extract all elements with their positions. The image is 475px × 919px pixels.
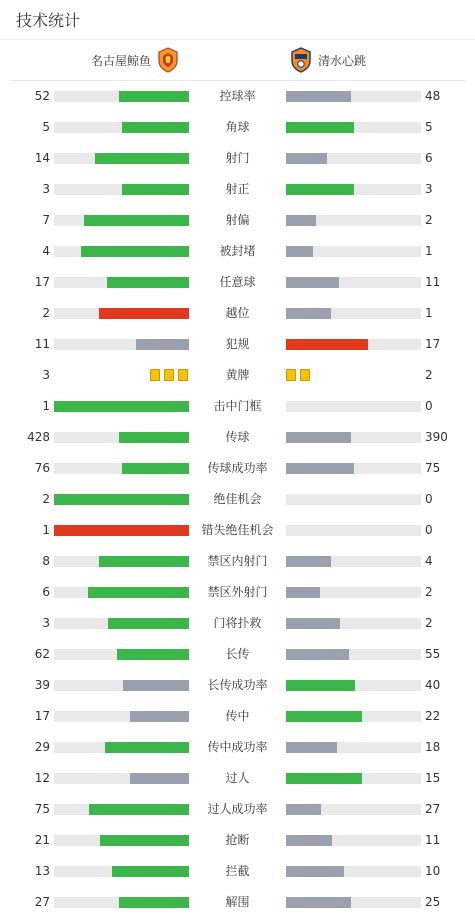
stat-row bbox=[0, 515, 475, 546]
home-yellow-cards bbox=[150, 369, 188, 382]
away-bar-track bbox=[286, 122, 421, 133]
home-value: 428 bbox=[27, 430, 50, 444]
away-bar-track bbox=[286, 742, 421, 753]
home-bar-fill bbox=[100, 835, 189, 846]
stat-label: 过人成功率 bbox=[207, 802, 268, 816]
home-bar-track bbox=[54, 122, 189, 133]
home-bar-fill bbox=[119, 897, 189, 908]
home-bar-track bbox=[54, 277, 189, 288]
home-bar-fill bbox=[54, 525, 189, 536]
page-title: 技术统计 bbox=[16, 11, 81, 30]
stat-row bbox=[0, 81, 475, 112]
stat-label: 黄牌 bbox=[225, 368, 250, 382]
yellow-card-icon bbox=[286, 369, 296, 381]
home-bar-fill bbox=[119, 91, 189, 102]
home-bar-track bbox=[54, 866, 189, 877]
home-bar-fill bbox=[108, 618, 189, 629]
stats-list bbox=[0, 81, 475, 918]
stat-row bbox=[0, 546, 475, 577]
home-bar-track bbox=[54, 494, 189, 505]
stat-row bbox=[0, 112, 475, 143]
home-value: 27 bbox=[34, 895, 50, 909]
stat-row bbox=[0, 701, 475, 732]
away-value: 2 bbox=[425, 585, 433, 599]
stat-row bbox=[0, 298, 475, 329]
stat-row bbox=[0, 143, 475, 174]
stat-label: 传球 bbox=[225, 430, 250, 444]
away-bar-track bbox=[286, 91, 421, 102]
away-bar-fill bbox=[286, 339, 368, 350]
stat-row bbox=[0, 608, 475, 639]
stat-row bbox=[0, 422, 475, 453]
home-value: 13 bbox=[34, 864, 50, 878]
home-bar-track bbox=[54, 618, 189, 629]
home-bar-fill bbox=[81, 246, 189, 257]
away-bar-fill bbox=[286, 246, 313, 257]
away-bar-fill bbox=[286, 804, 321, 815]
home-bar-fill bbox=[54, 401, 189, 412]
home-bar-track bbox=[54, 804, 189, 815]
home-bar-track bbox=[54, 742, 189, 753]
stat-row bbox=[0, 205, 475, 236]
away-value: 18 bbox=[425, 740, 441, 754]
home-bar-fill bbox=[119, 432, 189, 443]
home-team[interactable] bbox=[91, 40, 179, 80]
home-bar-fill bbox=[130, 711, 189, 722]
stat-row bbox=[0, 236, 475, 267]
stat-label: 过人 bbox=[225, 771, 250, 785]
yellow-card-icon bbox=[164, 369, 174, 381]
away-value: 2 bbox=[425, 213, 433, 227]
nagoya-crest-icon bbox=[157, 47, 179, 73]
stat-row bbox=[0, 577, 475, 608]
stat-label: 禁区内射门 bbox=[207, 554, 268, 568]
stat-row bbox=[0, 825, 475, 856]
away-bar-fill bbox=[286, 835, 332, 846]
stat-label: 击中门框 bbox=[213, 399, 262, 413]
away-bar-fill bbox=[286, 91, 351, 102]
home-value: 76 bbox=[34, 461, 50, 475]
away-value: 27 bbox=[425, 802, 441, 816]
away-bar-fill bbox=[286, 711, 362, 722]
away-value: 40 bbox=[425, 678, 441, 692]
away-bar-fill bbox=[286, 866, 344, 877]
home-value: 6 bbox=[42, 585, 50, 599]
home-value: 5 bbox=[42, 120, 50, 134]
away-bar-fill bbox=[286, 618, 340, 629]
home-bar-fill bbox=[99, 308, 189, 319]
home-value: 75 bbox=[34, 802, 50, 816]
away-bar-track bbox=[286, 339, 421, 350]
stat-row bbox=[0, 856, 475, 887]
away-bar-track bbox=[286, 556, 421, 567]
stat-label: 长传成功率 bbox=[207, 678, 268, 692]
home-value: 21 bbox=[34, 833, 50, 847]
away-value: 2 bbox=[425, 616, 433, 630]
yellow-card-icon bbox=[150, 369, 160, 381]
home-bar-track bbox=[54, 587, 189, 598]
stat-row bbox=[0, 639, 475, 670]
away-value: 6 bbox=[425, 151, 433, 165]
away-bar-track bbox=[286, 773, 421, 784]
home-bar-fill bbox=[105, 742, 189, 753]
away-value: 48 bbox=[425, 89, 441, 103]
away-bar-fill bbox=[286, 742, 337, 753]
away-bar-fill bbox=[286, 215, 316, 226]
yellow-card-icon bbox=[300, 369, 310, 381]
home-bar-fill bbox=[136, 339, 189, 350]
away-value: 75 bbox=[425, 461, 441, 475]
stat-label: 抢断 bbox=[225, 833, 250, 847]
home-bar-track bbox=[54, 649, 189, 660]
home-value: 2 bbox=[42, 306, 50, 320]
away-bar-track bbox=[286, 184, 421, 195]
away-bar-track bbox=[286, 804, 421, 815]
home-bar-track bbox=[54, 153, 189, 164]
home-value: 1 bbox=[42, 523, 50, 537]
away-bar-track bbox=[286, 308, 421, 319]
home-value: 4 bbox=[42, 244, 50, 258]
home-value: 3 bbox=[42, 616, 50, 630]
stat-label: 射正 bbox=[225, 182, 250, 196]
away-bar-fill bbox=[286, 897, 351, 908]
away-value: 0 bbox=[425, 523, 433, 537]
stat-label: 门将扑救 bbox=[213, 616, 262, 630]
home-value: 11 bbox=[34, 337, 50, 351]
away-value: 1 bbox=[425, 306, 433, 320]
away-bar-fill bbox=[286, 463, 354, 474]
away-team-name: 清水心跳 bbox=[318, 53, 367, 68]
away-value: 3 bbox=[425, 182, 433, 196]
stat-row bbox=[0, 794, 475, 825]
home-bar-fill bbox=[95, 153, 190, 164]
home-bar-fill bbox=[84, 215, 189, 226]
away-value: 4 bbox=[425, 554, 433, 568]
home-value: 62 bbox=[34, 647, 50, 661]
yellow-card-icon bbox=[178, 369, 188, 381]
stat-label: 射偏 bbox=[225, 213, 250, 227]
away-bar-track bbox=[286, 680, 421, 691]
away-value: 55 bbox=[425, 647, 441, 661]
away-value: 15 bbox=[425, 771, 441, 785]
away-value: 25 bbox=[425, 895, 441, 909]
away-bar-fill bbox=[286, 773, 362, 784]
stat-label: 角球 bbox=[225, 120, 250, 134]
away-value: 1 bbox=[425, 244, 433, 258]
stat-row bbox=[0, 174, 475, 205]
away-bar-track bbox=[286, 277, 421, 288]
away-value: 2 bbox=[425, 368, 433, 382]
shimizu-crest-icon bbox=[290, 47, 312, 73]
stat-row bbox=[0, 267, 475, 298]
home-value: 39 bbox=[34, 678, 50, 692]
away-bar-fill bbox=[286, 556, 331, 567]
stat-label: 射门 bbox=[225, 151, 250, 165]
stat-label: 传中成功率 bbox=[207, 740, 268, 754]
away-value: 390 bbox=[425, 430, 448, 444]
stat-label: 被封堵 bbox=[219, 244, 256, 258]
away-bar-track bbox=[286, 401, 421, 412]
home-bar-track bbox=[54, 680, 189, 691]
away-value: 11 bbox=[425, 275, 441, 289]
home-bar-fill bbox=[123, 680, 189, 691]
stat-row bbox=[0, 360, 475, 391]
stat-label: 绝佳机会 bbox=[213, 492, 262, 506]
stat-label: 解围 bbox=[225, 895, 250, 909]
home-value: 3 bbox=[42, 368, 50, 382]
home-bar-track bbox=[54, 773, 189, 784]
home-bar-track bbox=[54, 184, 189, 195]
away-bar-fill bbox=[286, 277, 339, 288]
home-bar-track bbox=[54, 308, 189, 319]
home-value: 29 bbox=[34, 740, 50, 754]
stat-label: 错失绝佳机会 bbox=[201, 523, 274, 537]
away-yellow-cards bbox=[286, 369, 310, 382]
home-bar-fill bbox=[122, 184, 190, 195]
away-bar-track bbox=[286, 618, 421, 629]
home-bar-track bbox=[54, 897, 189, 908]
stat-row bbox=[0, 453, 475, 484]
home-bar-track bbox=[54, 246, 189, 257]
home-bar-fill bbox=[112, 866, 189, 877]
home-bar-track bbox=[54, 711, 189, 722]
away-bar-track bbox=[286, 866, 421, 877]
stat-row bbox=[0, 887, 475, 918]
away-bar-fill bbox=[286, 680, 355, 691]
away-bar-track bbox=[286, 897, 421, 908]
home-bar-track bbox=[54, 339, 189, 350]
away-bar-track bbox=[286, 711, 421, 722]
away-value: 10 bbox=[425, 864, 441, 878]
home-value: 8 bbox=[42, 554, 50, 568]
away-bar-track bbox=[286, 835, 421, 846]
away-team[interactable] bbox=[290, 40, 366, 80]
home-bar-fill bbox=[54, 494, 189, 505]
away-value: 5 bbox=[425, 120, 433, 134]
home-bar-track bbox=[54, 463, 189, 474]
away-value: 11 bbox=[425, 833, 441, 847]
home-bar-fill bbox=[122, 122, 190, 133]
away-bar-track bbox=[286, 432, 421, 443]
home-bar-track bbox=[54, 91, 189, 102]
home-bar-fill bbox=[107, 277, 189, 288]
stat-row bbox=[0, 329, 475, 360]
home-bar-fill bbox=[99, 556, 189, 567]
home-bar-track bbox=[54, 835, 189, 846]
away-bar-track bbox=[286, 649, 421, 660]
away-bar-track bbox=[286, 587, 421, 598]
home-value: 2 bbox=[42, 492, 50, 506]
home-bar-fill bbox=[117, 649, 189, 660]
home-bar-track bbox=[54, 525, 189, 536]
away-bar-fill bbox=[286, 587, 320, 598]
home-bar-fill bbox=[88, 587, 189, 598]
home-value: 14 bbox=[34, 151, 50, 165]
team-header bbox=[10, 40, 465, 81]
home-value: 52 bbox=[34, 89, 50, 103]
home-bar-track bbox=[54, 556, 189, 567]
away-value: 0 bbox=[425, 492, 433, 506]
away-bar-track bbox=[286, 463, 421, 474]
away-bar-track bbox=[286, 494, 421, 505]
stat-label: 控球率 bbox=[219, 89, 256, 103]
stat-row bbox=[0, 763, 475, 794]
away-value: 0 bbox=[425, 399, 433, 413]
stat-label: 任意球 bbox=[219, 275, 256, 289]
stat-label: 传中 bbox=[225, 709, 250, 723]
home-value: 12 bbox=[34, 771, 50, 785]
away-bar-track bbox=[286, 215, 421, 226]
home-bar-track bbox=[54, 215, 189, 226]
home-value: 17 bbox=[34, 709, 50, 723]
stat-label: 长传 bbox=[225, 647, 250, 661]
stat-label: 禁区外射门 bbox=[207, 585, 268, 599]
stat-label: 传球成功率 bbox=[207, 461, 268, 475]
away-value: 22 bbox=[425, 709, 441, 723]
stat-label: 拦截 bbox=[225, 864, 250, 878]
home-bar-track bbox=[54, 432, 189, 443]
stat-row bbox=[0, 391, 475, 422]
home-bar-fill bbox=[130, 773, 189, 784]
stat-row bbox=[0, 484, 475, 515]
home-value: 7 bbox=[42, 213, 50, 227]
away-bar-track bbox=[286, 525, 421, 536]
away-bar-fill bbox=[286, 649, 349, 660]
away-bar-fill bbox=[286, 122, 354, 133]
home-bar-fill bbox=[89, 804, 189, 815]
home-value: 3 bbox=[42, 182, 50, 196]
away-bar-track bbox=[286, 246, 421, 257]
away-bar-fill bbox=[286, 184, 354, 195]
stat-row bbox=[0, 732, 475, 763]
away-bar-track bbox=[286, 153, 421, 164]
away-value: 17 bbox=[425, 337, 441, 351]
away-bar-fill bbox=[286, 308, 331, 319]
stat-label: 犯规 bbox=[225, 337, 250, 351]
away-bar-fill bbox=[286, 432, 351, 443]
home-bar-fill bbox=[122, 463, 190, 474]
home-team-name: 名古屋鲸鱼 bbox=[90, 53, 151, 68]
stats-header bbox=[0, 0, 475, 40]
stat-label: 越位 bbox=[225, 306, 250, 320]
home-bar-track bbox=[54, 401, 189, 412]
away-bar-fill bbox=[286, 153, 327, 164]
stat-row bbox=[0, 670, 475, 701]
home-value: 17 bbox=[34, 275, 50, 289]
home-value: 1 bbox=[42, 399, 50, 413]
